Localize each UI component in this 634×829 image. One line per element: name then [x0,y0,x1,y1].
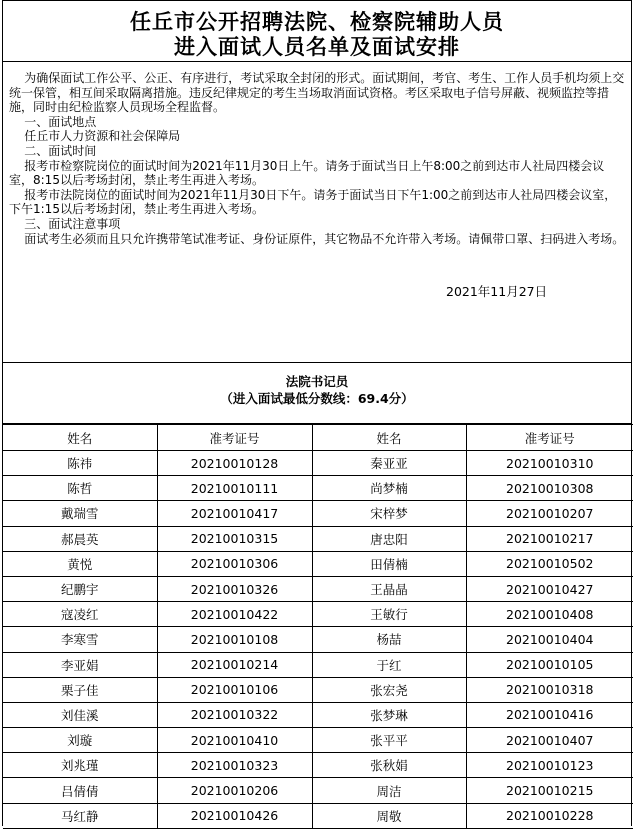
ticket-number: 20210010416 [466,702,633,727]
ticket-number: 20210010410 [157,728,312,753]
ticket-number: 20210010207 [466,501,633,526]
candidate-name: 马红静 [3,803,157,828]
document-title [3,1,631,62]
table-row [3,576,633,601]
column-header-ticket: 准考证号 [157,425,312,451]
candidate-name: 陈哲 [3,476,157,501]
table-row [3,501,633,526]
section-header [3,363,631,424]
ticket-number: 20210010426 [157,803,312,828]
candidate-name: 于红 [312,652,466,677]
notice-rules: 面试考生必须而且只允许携带笔试准考证、身份证原件，其它物品不允许带入考场。请佩带口罩、扫码进入考场。 [9,231,625,246]
section-subtitle: （进入面试最低分数线：69.4分） [220,391,414,406]
ticket-number: 20210010417 [157,501,312,526]
title-line-1: 任丘市公开招聘法院、检察院辅助人员 [130,10,504,34]
table-row [3,627,633,652]
ticket-number: 20210010123 [466,753,633,778]
candidate-name: 戴瑞雪 [3,501,157,526]
ticket-number: 20210010315 [157,526,312,551]
ticket-number: 20210010422 [157,602,312,627]
candidate-name: 栗子佳 [3,677,157,702]
table-row [3,677,633,702]
column-header-ticket: 准考证号 [466,425,633,451]
ticket-number: 20210010326 [157,576,312,601]
column-header-name: 姓名 [3,425,157,451]
table-row [3,551,633,576]
candidate-name: 黄悦 [3,551,157,576]
candidate-name: 刘璇 [3,728,157,753]
table-row [3,753,633,778]
candidate-name: 张宏尧 [312,677,466,702]
notice-block [3,62,631,363]
candidate-name: 张平平 [312,728,466,753]
ticket-number: 20210010215 [466,778,633,803]
ticket-number: 20210010322 [157,702,312,727]
ticket-number: 20210010427 [466,576,633,601]
candidate-name: 张秋娟 [312,753,466,778]
candidate-name: 李寒雪 [3,627,157,652]
ticket-number: 20210010105 [466,652,633,677]
candidate-name: 寇凌红 [3,602,157,627]
candidate-name: 吕倩倩 [3,778,157,803]
table-row [3,451,633,476]
ticket-number: 20210010318 [466,677,633,702]
table-header-row [3,425,633,451]
notice-heading-rules: 三、面试注意事项 [9,216,121,231]
table-row [3,602,633,627]
notice-heading-time: 二、面试时间 [9,143,97,158]
notice-time-court: 报考市法院岗位的面试时间为2021年11月30日下午。请务于面试当日下午1:00之前到达市人社局四楼会议室，下午1:15以后考场封闭，禁止考生再进入考场。 [9,187,617,217]
notice-date: 2021年11月27日 [446,284,548,299]
candidate-name: 刘兆瑾 [3,753,157,778]
table-body [3,451,633,829]
ticket-number: 20210010217 [466,526,633,551]
candidate-table [3,424,633,829]
ticket-number: 20210010407 [466,728,633,753]
candidate-name: 宋梓梦 [312,501,466,526]
title-line-2: 进入面试人员名单及面试安排 [174,35,460,59]
ticket-number: 20210010228 [466,803,633,828]
notice-location: 任丘市人力资源和社会保障局 [9,129,181,144]
candidate-name: 秦亚亚 [312,451,466,476]
candidate-name: 周敬 [312,803,466,828]
candidate-name: 杨喆 [312,627,466,652]
candidate-name: 王晶晶 [312,576,466,601]
ticket-number: 20210010323 [157,753,312,778]
document-page [2,0,632,826]
ticket-number: 20210010214 [157,652,312,677]
section-title: 法院书记员 [285,374,349,389]
candidate-name: 陈祎 [3,451,157,476]
candidate-name: 李亚娟 [3,652,157,677]
candidate-name: 周洁 [312,778,466,803]
candidate-name: 田倩楠 [312,551,466,576]
table-row [3,526,633,551]
ticket-number: 20210010206 [157,778,312,803]
notice-paragraph: 为确保面试工作公平、公正、有序进行，考试采取全封闭的形式。面试期间，考官、考生、工作人员手机均须上交统一保管，相互间采取隔离措施。违反纪律规定的考生当场取消面试资格。考区采取电子信号屏蔽、视频监控等措施，同时由纪检监察人员现场全程监督。 [9,71,625,115]
ticket-number: 20210010408 [466,602,633,627]
ticket-number: 20210010306 [157,551,312,576]
candidate-name: 纪鹏宇 [3,576,157,601]
column-header-name: 姓名 [312,425,466,451]
table-row [3,702,633,727]
candidate-name: 张梦琳 [312,702,466,727]
table-row [3,778,633,803]
candidate-name: 唐忠阳 [312,526,466,551]
candidate-name: 尚梦楠 [312,476,466,501]
table-row [3,476,633,501]
ticket-number: 20210010128 [157,451,312,476]
ticket-number: 20210010106 [157,677,312,702]
notice-time-procuratorate: 报考市检察院岗位的面试时间为2021年11月30日上午。请务于面试当日上午8:00之前到达市人社局四楼会议室，8:15以后考场封闭，禁止考生再进入考场。 [9,158,605,188]
table-row [3,652,633,677]
ticket-number: 20210010308 [466,476,633,501]
table-row [3,728,633,753]
notice-heading-location: 一、面试地点 [9,114,97,129]
ticket-number: 20210010108 [157,627,312,652]
table-row [3,803,633,828]
candidate-name: 刘佳溪 [3,702,157,727]
candidate-name: 郝晨英 [3,526,157,551]
ticket-number: 20210010310 [466,451,633,476]
ticket-number: 20210010502 [466,551,633,576]
candidate-name: 王敏行 [312,602,466,627]
ticket-number: 20210010111 [157,476,312,501]
ticket-number: 20210010404 [466,627,633,652]
